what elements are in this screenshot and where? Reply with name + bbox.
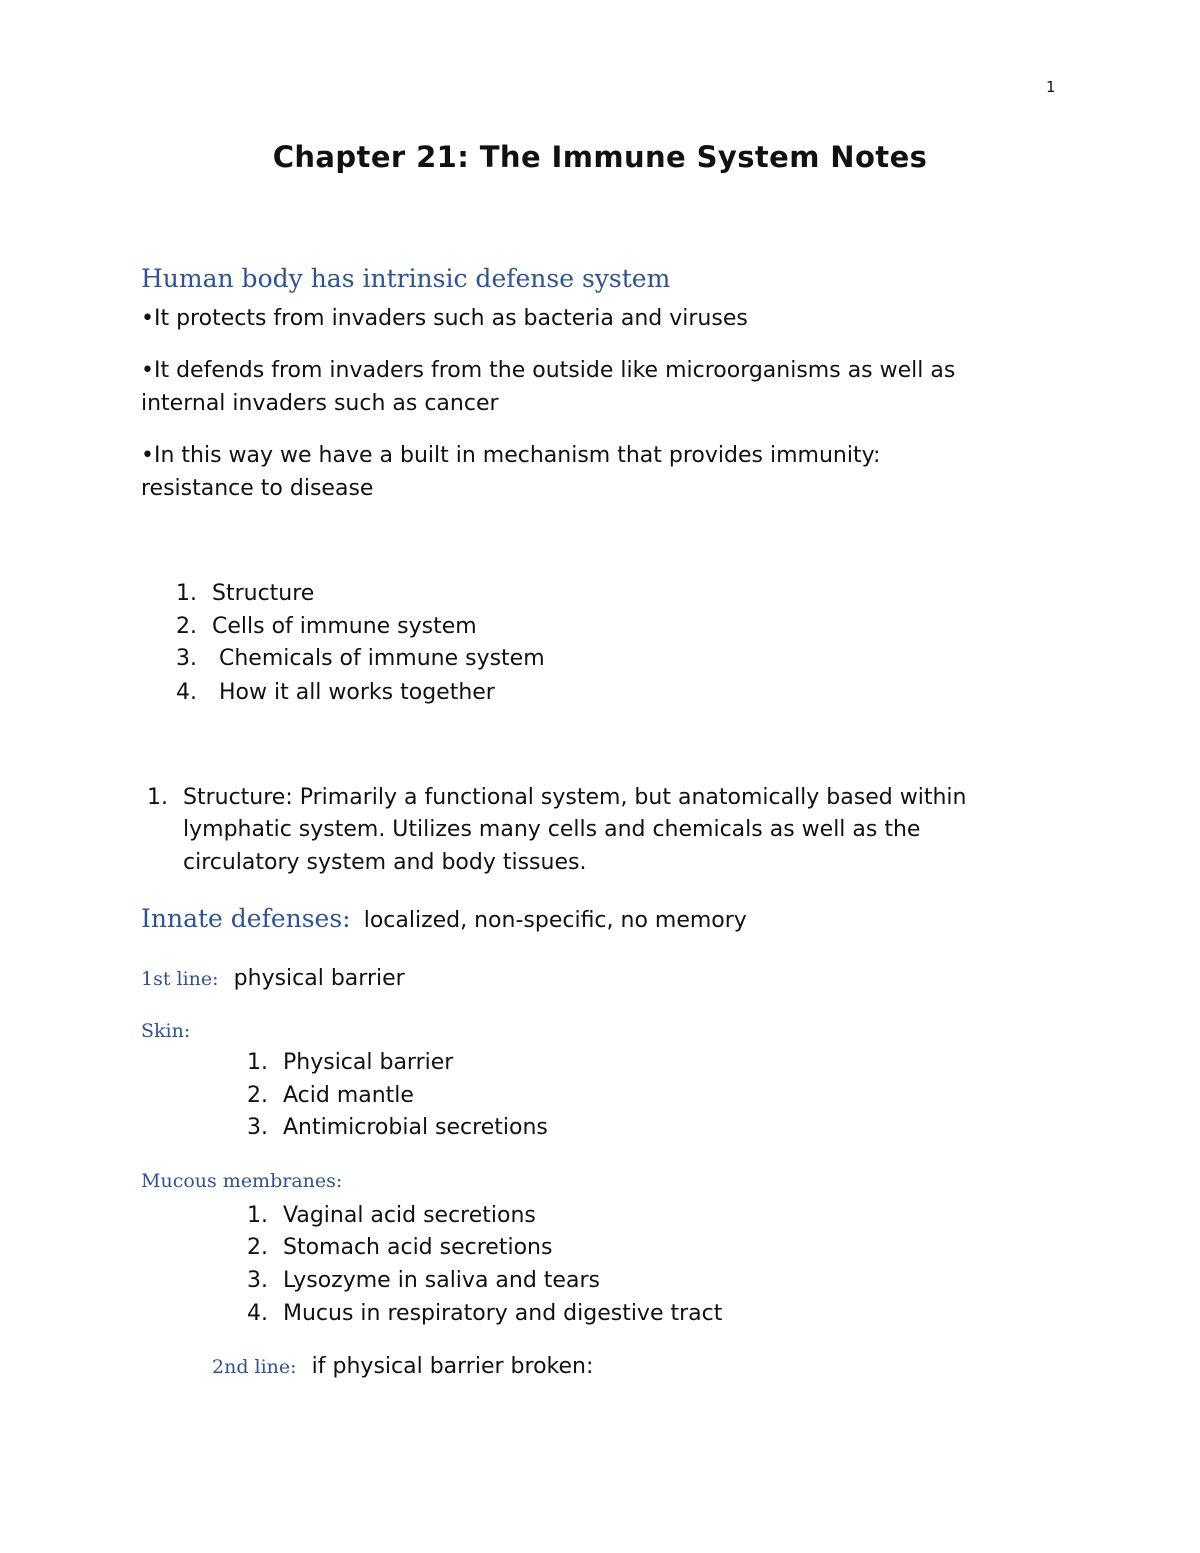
- second-line-text: if physical barrier broken:: [311, 1354, 594, 1379]
- mucous-item-text: Stomach acid secretions: [283, 1235, 553, 1260]
- mucous-item-number: 3.: [247, 1268, 268, 1293]
- outline-item-number: 1.: [176, 581, 197, 606]
- outline-item: [176, 646, 545, 671]
- mucous-item: [247, 1235, 552, 1260]
- outline-item-text: Cells of immune system: [212, 614, 477, 639]
- skin-item: [247, 1115, 548, 1140]
- structure-number: 1.: [147, 785, 168, 810]
- intro-bullet-2: •It defends from invaders from the outside like microorganisms as well as: [141, 358, 956, 383]
- outline-item: [176, 581, 314, 606]
- structure-line-1: Structure: Primarily a functional system, but anatomically based within: [183, 785, 967, 810]
- skin-item-text: Antimicrobial secretions: [283, 1115, 548, 1140]
- outline-item-text: Structure: [212, 581, 315, 606]
- skin-item: [247, 1050, 453, 1075]
- innate-description: localized, non-specific, no memory: [363, 908, 747, 933]
- mucous-item-number: 1.: [247, 1203, 268, 1228]
- skin-item-number: 1.: [247, 1050, 268, 1075]
- mucous-item: [247, 1268, 600, 1293]
- outline-item-number: 2.: [176, 614, 197, 639]
- skin-item-number: 2.: [247, 1083, 268, 1108]
- outline-item: [176, 614, 477, 639]
- intro-bullet-3: •In this way we have a built in mechanism that provides immunity:: [141, 443, 881, 468]
- page-number: 1: [1046, 78, 1056, 96]
- outline-item-text: Chemicals of immune system: [212, 646, 545, 671]
- outline-item-number: 4.: [176, 680, 197, 705]
- intro-bullet-1: •It protects from invaders such as bacteria and viruses: [141, 306, 748, 331]
- intro-bullet-3-cont: resistance to disease: [141, 476, 374, 501]
- mucous-item: [247, 1301, 722, 1326]
- structure-line-3: circulatory system and body tissues.: [183, 850, 587, 875]
- skin-item-number: 3.: [247, 1115, 268, 1140]
- second-line: [212, 1354, 593, 1379]
- outline-item-text: How it all works together: [212, 680, 495, 705]
- skin-item-text: Acid mantle: [283, 1083, 414, 1108]
- page-title: Chapter 21: The Immune System Notes: [272, 140, 928, 174]
- mucous-item-text: Mucus in respiratory and digestive tract: [283, 1301, 723, 1326]
- intro-heading: Human body has intrinsic defense system: [141, 264, 671, 293]
- mucous-item-text: Vaginal acid secretions: [283, 1203, 536, 1228]
- mucous-item-text: Lysozyme in saliva and tears: [283, 1268, 600, 1293]
- second-line-label: 2nd line:: [212, 1356, 297, 1378]
- skin-label: Skin:: [141, 1020, 191, 1042]
- first-line-label: 1st line:: [141, 968, 219, 990]
- mucous-item: [247, 1203, 536, 1228]
- intro-bullet-2-cont: internal invaders such as cancer: [141, 391, 499, 416]
- first-line: [141, 966, 405, 991]
- outline-item-number: 3.: [176, 646, 197, 671]
- first-line-text: physical barrier: [233, 966, 405, 991]
- innate-heading: Innate defenses:: [141, 904, 351, 933]
- mucous-item-number: 2.: [247, 1235, 268, 1260]
- skin-item: [247, 1083, 414, 1108]
- structure-line-2: lymphatic system. Utilizes many cells and chemicals as well as the: [183, 817, 921, 842]
- outline-item: [176, 680, 495, 705]
- innate-heading-line: [141, 904, 747, 933]
- mucous-label: Mucous membranes:: [141, 1170, 343, 1192]
- mucous-item-number: 4.: [247, 1301, 268, 1326]
- skin-item-text: Physical barrier: [283, 1050, 454, 1075]
